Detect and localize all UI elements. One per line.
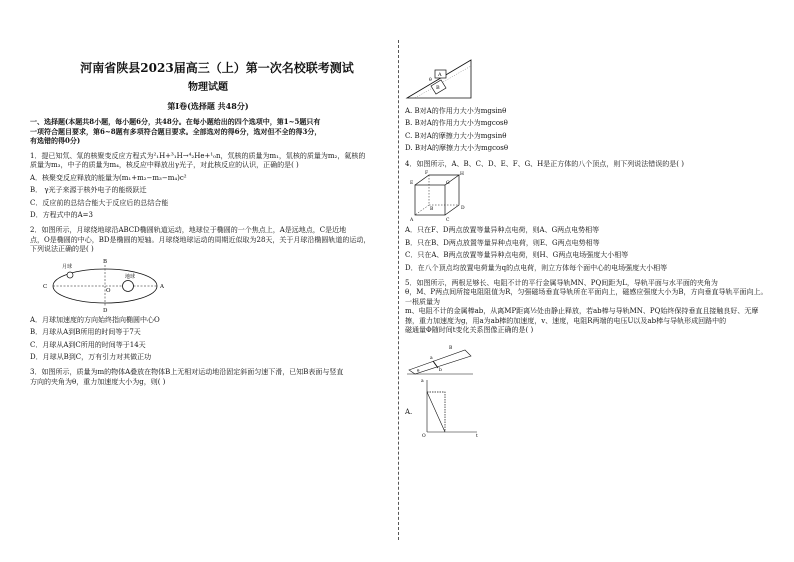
graph-line	[427, 392, 445, 432]
rail-diagram	[405, 340, 475, 376]
option-b: B．只在B、D两点放置等量异种点电荷，则E、G两点电势相等	[405, 238, 600, 247]
axis-y-label: a	[421, 378, 424, 384]
question-1	[30, 152, 386, 221]
exam-subtitle: 物理试题	[188, 82, 228, 94]
option-a: A. B对A的作用力大小为mgsinθ	[405, 107, 507, 115]
option-a-graph-block	[405, 376, 770, 446]
orbit-diagram	[40, 255, 170, 313]
question-stem: 1．提已知氘、氚的核聚变反应方程式为²₁H+³₁H→⁴₂He+¹₀n，氘核的质量为m₁，氚核的质量为m₂，氦核的	[30, 151, 366, 160]
question-stem: 方向的夹角为θ，重力加速度大小为g，则( )	[30, 377, 166, 386]
label-A: A	[438, 72, 442, 78]
option-a: A．只在F、D两点放置等量异种点电荷，则A、G两点电势相等	[405, 226, 600, 235]
question-4	[405, 160, 770, 273]
instruction-line: 一、选择题(本题共8小题，每小题6分，共48分。在每小题给出的四个选项中，第1~5题只有	[30, 117, 321, 127]
vertex-label: C	[446, 218, 450, 224]
option-c: C．反应前的总结合能大于反应后的总结合能	[30, 198, 169, 207]
question-stem: 磁通量Φ随时间t变化关系图像正确的是( )	[405, 326, 534, 335]
earth-icon	[123, 280, 134, 291]
label-A: A	[160, 283, 164, 290]
instructions	[30, 117, 386, 145]
origin-label: O	[422, 433, 426, 438]
option-c: C. B对A的摩擦力大小为mgsinθ	[405, 131, 507, 140]
option-a-label: A.	[405, 407, 413, 416]
cube-top-edges	[415, 175, 459, 185]
question-stem: 擦，重力加速度为g，用a为ab棒的加速度，v、速度，电阻R两端的电压U以及ab棒与导轨形成回路中的	[405, 316, 727, 325]
option-a: A．月球加速度的方向始终指向椭圆中心O	[30, 315, 160, 324]
label-theta: θ	[429, 78, 432, 83]
vertex-label: D	[461, 206, 465, 212]
question-2	[30, 226, 386, 362]
label-D: D	[103, 307, 108, 313]
vertex-label: A	[410, 218, 414, 224]
option-c: C．月球从A到C所用的时间等于14天	[30, 340, 146, 349]
option-b: B. B对A的作用力大小为mgcosθ	[405, 119, 508, 128]
instruction-line: 一项符合题目要求，第6~8题有多项符合题目要求。全部选对的得6分，选对但不全的得3分，	[30, 126, 322, 136]
axis-x-label: t	[476, 433, 478, 438]
option-d: D．月球从B到C，万有引力对其做正功	[30, 353, 152, 362]
question-3-options	[405, 107, 770, 154]
vertex-label: H	[460, 172, 464, 178]
option-b: B．月球从A到B所用的时间等于7天	[30, 328, 141, 337]
label-C: C	[43, 283, 48, 290]
question-stem: θ，M、P两点间所接电阻阻值为R，匀强磁场垂直导轨所在平面向上，磁感应强度大小为B，方向垂直导轨平面向上。一根质量为	[405, 288, 768, 306]
option-b: B． γ光子来源于核外电子的能级跃迁	[30, 186, 147, 195]
left-column	[30, 60, 386, 387]
label-B-field: B	[449, 345, 453, 351]
label-B: B	[103, 258, 108, 265]
question-stem: m、电阻不计的金属棒ab，从离MP距离½处由静止释放，若ab棒与导轨MN、PQ始终保持垂直且接触良好、无摩	[405, 307, 759, 316]
option-c: C．只在A、B两点放置等量异种点电荷，则H、G两点电场强度大小相等	[405, 251, 629, 260]
label-theta: θ	[417, 367, 420, 373]
option-d: D. B对A的摩擦力大小为mgcosθ	[405, 144, 509, 153]
question-stem: 3．如图所示，质量为m的物体A叠放在物体B上无相对运动地沿固定斜面匀速下滑，已知B表面与竖直	[30, 368, 344, 377]
label-a: a	[430, 355, 433, 361]
label-moon: 月球	[62, 263, 73, 270]
instruction-line: 有选错的得0分)	[30, 136, 81, 146]
option-d: D．方程式中的A=3	[30, 210, 93, 219]
label-B: B	[436, 85, 440, 91]
label-b: b	[439, 367, 442, 373]
cube-diagram	[409, 169, 469, 223]
question-stem: 点，O是椭圆的中心，BD是椭圆的短轴。月球绕地球运动的周期近似取为28天，关于月球沿椭圆轨道的运动，	[30, 235, 371, 244]
option-d: D．在八个顶点均放置电荷量为q的点电荷，则立方体每个面中心的电场强度大小相等	[405, 263, 668, 272]
incline-block-diagram	[405, 56, 477, 104]
vertex-label: G	[446, 181, 450, 187]
question-stem: 5．如图所示，两根足够长、电阻不计的平行金属导轨MN、PQ间距为L，导轨平面与水平面的夹角为	[405, 278, 718, 287]
right-column	[405, 60, 770, 446]
label-O: O	[106, 287, 111, 294]
question-stem: 2．如图所示，月球绕地球沿ABCD椭圆轨道运动，地球位于椭圆的一个焦点上，A是远地点，C是近地	[30, 226, 347, 235]
section-heading: 第Ⅰ卷(选择题 共48分)	[167, 100, 249, 111]
column-divider	[398, 40, 399, 540]
cube-hidden-edges	[429, 175, 459, 205]
vertex-label: E	[410, 181, 414, 187]
question-stem: 下列说法正确的是( )	[30, 245, 94, 254]
question-stem: 4．如图所示，A、B、C、D、E、F、G、H是正方体的八个顶点，则下列说法错误的是( )	[405, 159, 684, 168]
vertex-label: B	[430, 207, 434, 213]
question-5	[405, 279, 770, 446]
question-stem: 质量为m₃，中子的质量为m₄，核反应中释放出γ光子，对此核反应的认识，正确的是( )	[30, 161, 299, 170]
cube-hidden-edge	[415, 205, 429, 215]
option-a-graph	[421, 376, 481, 438]
option-a: A．核聚变反应释放的能量为(m₁+m₂−m₃−m₄)c²	[30, 173, 187, 182]
vertex-label: F	[425, 171, 429, 177]
question-3-stem	[30, 368, 386, 387]
label-earth: 地球	[125, 273, 136, 280]
exam-title: 河南省陕县2023届高三（上）第一次名校联考测试	[80, 61, 354, 75]
moon-icon	[67, 272, 73, 278]
